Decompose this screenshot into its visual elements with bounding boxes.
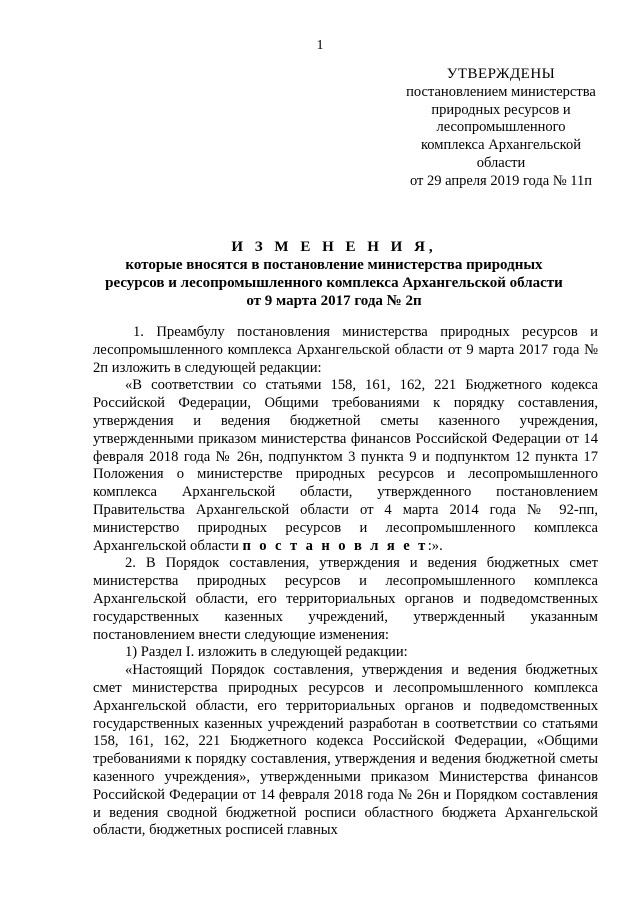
paragraph-5: «Настоящий Порядок составления, утверждения и ведения бюджетных смет министерства природных ресурсов и лесопромышленного комплекса Архангельской области, его территориальных органов и подведомственных государственных казенных учреждений разработан в соответствии со статьями 158, 161, 162, 221 Бюджетного кодекса Российской Федерации, «Общими требованиями к порядку составления, утверждения и ведения бюджетной сметы казенного учреждения», утвержденными приказом Министерства финансов Российской Федерации от 14 февраля 2018 года № 26н и Порядком составления и ведения сводной бюджетной росписи областного бюджета Архангельской области, бюджетных росписей главных xyxy=(93,662,598,839)
title-line: ресурсов и лесопромышленного комплекса Архангельской области xyxy=(105,275,563,291)
document-body xyxy=(93,324,598,840)
resolves-word: п о с т а н о в л я е т xyxy=(242,537,428,554)
approval-line: природных ресурсов и xyxy=(431,101,571,118)
approval-heading: УТВЕРЖДЕНЫ xyxy=(446,66,556,82)
approval-line: постановлением министерства xyxy=(406,83,596,100)
approval-line: лесопромышленного xyxy=(436,119,566,136)
approval-line: комплекса Архангельской xyxy=(420,137,582,154)
title-line: которые вносятся в постановление министерства природных xyxy=(125,257,543,273)
approval-stamp xyxy=(378,66,624,191)
paragraph-1: 1. Преамбулу постановления министерства природных ресурсов и лесопромышленного комплекса Архангельской области от 9 марта 2017 года № 2п изложить в следующей редакции: xyxy=(93,324,598,376)
paragraph-2-text: «В соответствии со статьями 158, 161, 162, 221 Бюджетного кодекса Российской Федерации, Общими требованиями к порядку составления, утверждения и ведения бюджетной сметы казенного учреждения, утвержденными приказом министерства финансов Российской Федерации от 14 февраля 2018 года № 26н, подпунктом 3 пункта 9 и подпунктом 12 пункта 17 Положения о министерстве природных ресурсов и лесопромышленного комплекса Архангельской области, утвержденного постановлением Правительства Архангельской области от 4 марта 2014 года № 92-пп, министерство природных ресурсов и лесопромышленного комплекса Архангельской области xyxy=(93,377,598,554)
page-number: 1 xyxy=(316,38,324,53)
title-line: от 9 марта 2017 года № 2п xyxy=(246,293,422,309)
paragraph-4: 1) Раздел I. изложить в следующей редакции: xyxy=(125,644,408,661)
title-heading: И З М Е Н Е Н И Я, xyxy=(231,239,437,255)
approval-line: области xyxy=(476,154,526,171)
paragraph-2 xyxy=(93,377,598,555)
paragraph-2-end: :». xyxy=(427,537,443,554)
approval-date-line: от 29 апреля 2019 года № 11п xyxy=(409,172,593,189)
document-title xyxy=(84,238,584,310)
paragraph-3: 2. В Порядок составления, утверждения и ведения бюджетных смет министерства природных ресурсов и лесопромышленного комплекса Архангельской области, его территориальных органов и подведомственных государственных казенных учреждений, утвержденный указанным постановлением внести следующие изменения: xyxy=(93,555,598,643)
